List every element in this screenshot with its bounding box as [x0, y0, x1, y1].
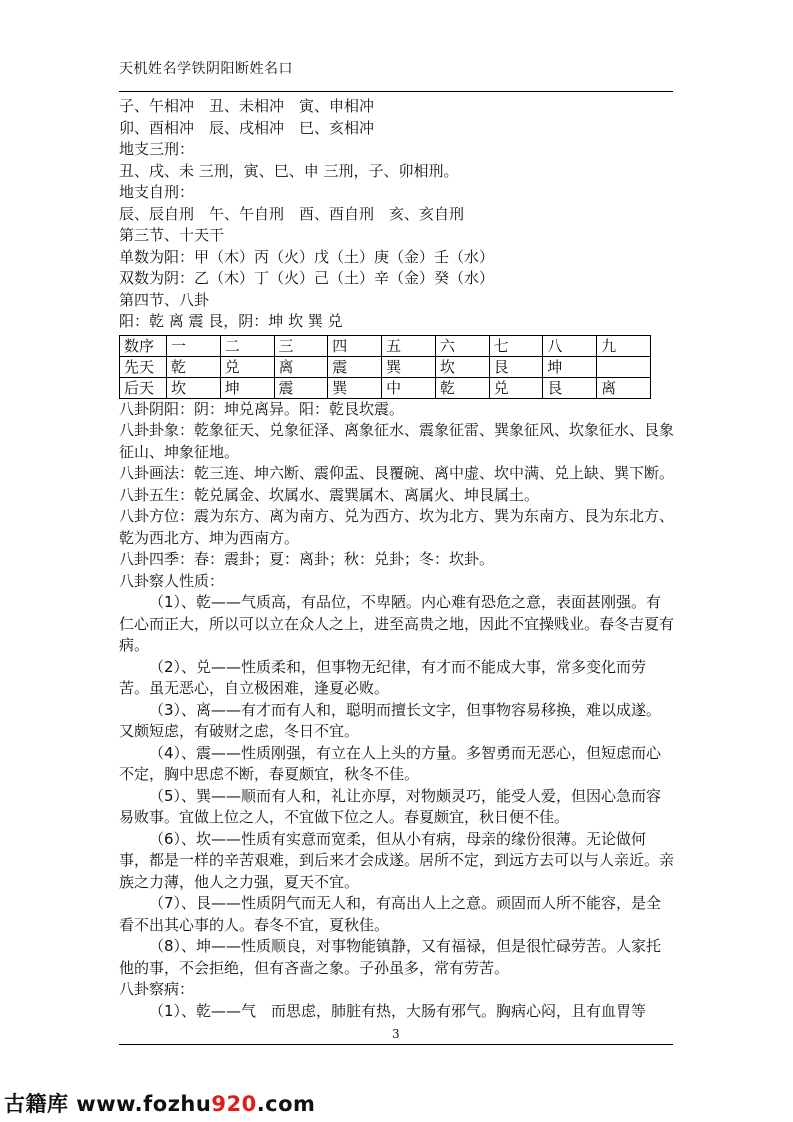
running-header: 天机姓名学铁阴阳断姓名口 [119, 61, 293, 77]
personality-item: （2）、兑——性质柔和，但事物无纪律，有才而不能成大事，常多变化而劳苦。虽无恶心，自立极困难，逢夏必败。 [119, 657, 647, 697]
table-cell: 八 [543, 335, 597, 356]
table-cell: 六 [435, 335, 489, 356]
text-line: 辰、辰自刑 午、午自刑 酉、酉自刑 亥、亥自刑 [119, 204, 465, 223]
table-cell: 坤 [543, 356, 597, 377]
table-cell: 五 [382, 335, 436, 356]
personality-item: （4）、震——性质刚强，有立在人上头的方量。多智勇而无恶心，但短虑而心不定，胸中思虑不断，春夏颇宜，秋冬不佳。 [119, 743, 662, 783]
watermark-suffix: .com [256, 1092, 316, 1116]
paragraph: 八卦画法：乾三连、坤六断、震仰盂、艮覆碗、离中虚、坎中满、兑上缺、巽下断。 [119, 464, 675, 482]
page-number: 3 [392, 1027, 400, 1041]
table-cell: 中 [382, 377, 436, 398]
footer-rule [119, 1044, 673, 1045]
table-cell: 兑 [489, 377, 543, 398]
table-row [120, 377, 651, 398]
paragraph: 八卦阴阳：阴：坤兑离异。阳：乾艮坎震。 [119, 399, 405, 418]
table-cell: 四 [328, 335, 382, 356]
table-cell: 七 [489, 335, 543, 356]
site-watermark [4, 1088, 315, 1118]
text-line: 卯、酉相冲 辰、戌相冲 巳、亥相冲 [119, 118, 375, 137]
section-heading: 第三节、十天干 [119, 226, 225, 244]
personality-item: （3）、离——有才而有人和，聪明而擅长文字，但事物容易移换，难以成遂。又颇短虑，有破财之虑，冬日不宜。 [119, 700, 662, 740]
table-cell: 离 [597, 377, 651, 398]
personality-item: （7）、艮——性质阴气而无人和，有高出人上之意。顽固而人所不能容，是全看不出其心事的人。春冬不宜，夏秋佳。 [119, 894, 662, 934]
table-row [120, 356, 651, 377]
table-cell: 坎 [167, 377, 221, 398]
table-header-row [120, 335, 651, 356]
section-label: 地支自刑： [119, 183, 195, 201]
paragraph: 八卦四季：春：震卦；夏：离卦；秋：兑卦；冬：坎卦。 [119, 550, 495, 568]
section-heading: 第四节、八卦 [119, 290, 210, 309]
section-label: 八卦察病： [119, 980, 195, 998]
table-cell: 九 [597, 335, 651, 356]
table-cell: 坤 [220, 377, 274, 398]
section-label: 地支三刑： [119, 140, 195, 158]
text-line: 单数为阳：甲（木）丙（火）戊（土）庚（金）壬（水） [119, 247, 495, 266]
personality-item: （1）、乾——气质高，有品位，不卑陋。内心难有恐危之意，表面甚刚强。有仁心而正大，所以可以立在众人之上，进至高贵之地，因此不宜操贱业。春冬吉夏有病。 [119, 593, 675, 654]
watermark-highlight: 920 [211, 1092, 257, 1116]
watermark-prefix: 古籍库 www.fozhu [4, 1092, 212, 1116]
table-cell: 离 [274, 356, 328, 377]
text-line: 阳：乾 离 震 艮，阴：坤 坎 巽 兑 [119, 312, 343, 330]
personality-item: （5）、巽——顺而有人和，礼让亦厚，对物颇灵巧，能受人爱，但因心急而容易败事。宜做上位之人，不宜做下位之人。春夏颇宜，秋日便不佳。 [119, 786, 662, 826]
personality-item: （6）、坎——性质有实意而宽柔，但从小有病，母亲的缘份很薄。无论做何事，都是一样的辛苦艰难，到后来才会成遂。居所不定，到远方去可以与人亲近。亲族之力薄，他人之力强，夏天不宜。 [119, 829, 675, 891]
trigram-table [119, 335, 651, 399]
table-cell [597, 356, 651, 377]
header-rule [119, 91, 673, 92]
paragraph: 八卦卦象：乾象征天、兑象征泽、离象征水、震象征雷、巽象征风、坎象征水、艮象征山、坤象征地。 [119, 421, 675, 461]
table-cell: 乾 [167, 356, 221, 377]
table-cell: 一 [167, 335, 221, 356]
table-cell: 震 [274, 377, 328, 398]
text-line: 双数为阴：乙（木）丁（火）己（土）辛（金）癸（水） [119, 269, 495, 287]
paragraph: 八卦五生：乾兑属金、坎属水、震巽属木、离属火、坤艮属土。 [119, 485, 540, 504]
table-cell: 巽 [382, 356, 436, 377]
paragraph: 八卦方位：震为东方、离为南方、兑为西方、坎为北方、巽为东南方、艮为东北方、乾为西北方、坤为西南方。 [119, 507, 675, 547]
table-cell: 三 [274, 335, 328, 356]
table-cell: 巽 [328, 377, 382, 398]
table-cell: 数序 [120, 335, 167, 356]
table-cell: 先天 [120, 356, 167, 377]
illness-item: （1）、乾——气 而思虑，肺脏有热，大肠有邪气。胸病心闷，且有血胃等 [149, 1001, 647, 1020]
section-label: 八卦察人性质： [119, 571, 225, 590]
text-line: 丑、戌、未 三刑，寅、巳、申 三刑，子、卯相刑。 [119, 161, 459, 180]
table-cell: 二 [220, 335, 274, 356]
table-cell: 兑 [220, 356, 274, 377]
text-line: 子、午相冲 丑、未相冲 寅、申相冲 [119, 97, 375, 115]
table-cell: 后天 [120, 377, 167, 398]
page-body [119, 96, 675, 1022]
table-cell: 艮 [489, 356, 543, 377]
personality-item: （8）、坤——性质顺良，对事物能镇静，又有福禄，但是很忙碌劳苦。人家托他的事，不会拒绝，但有吝啬之象。子孙虽多，常有劳苦。 [119, 937, 662, 977]
table-cell: 艮 [543, 377, 597, 398]
table-cell: 震 [328, 356, 382, 377]
table-cell: 坎 [435, 356, 489, 377]
table-cell: 乾 [435, 377, 489, 398]
